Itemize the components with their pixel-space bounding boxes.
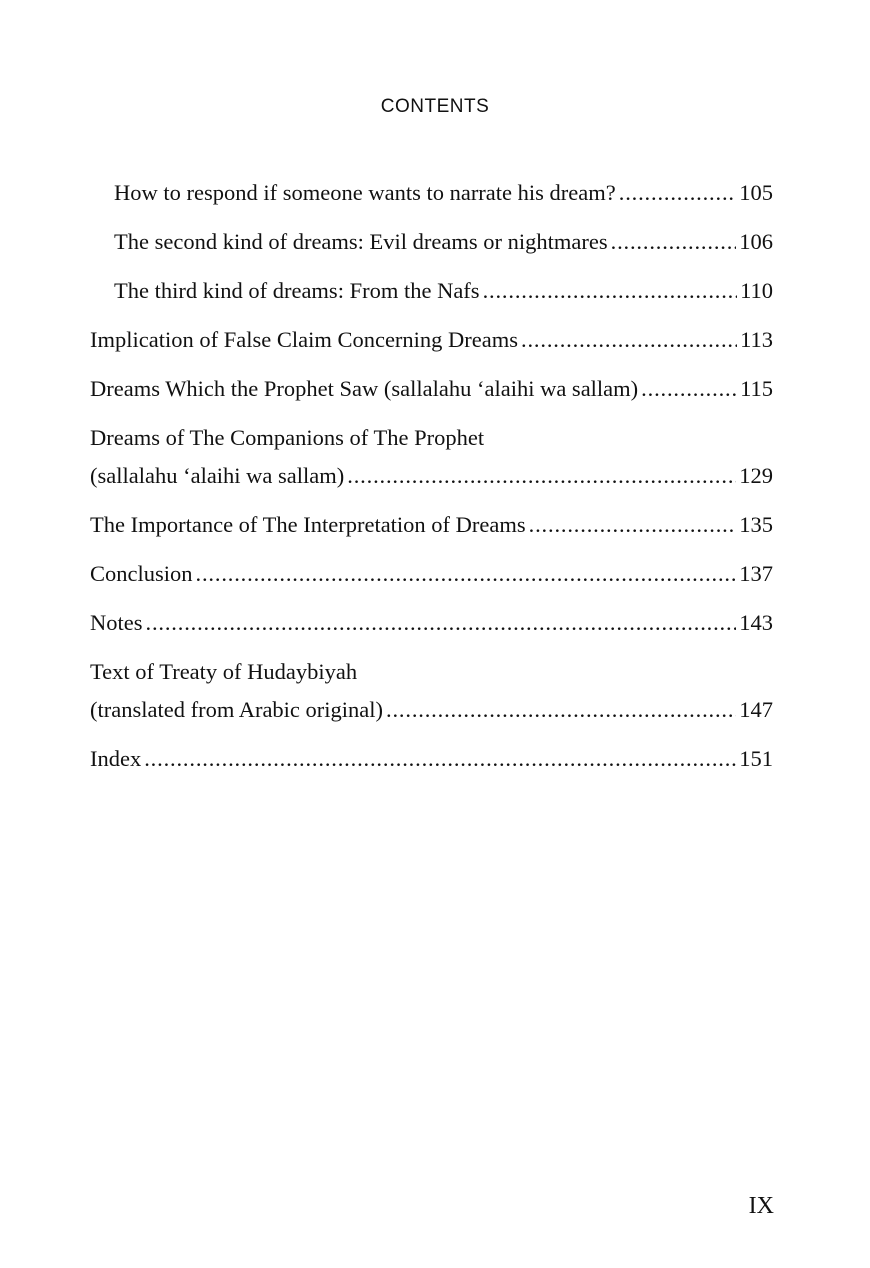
toc-entry-title-continued: (sallalahu ‘alaihi wa sallam) bbox=[90, 463, 345, 488]
dot-leader bbox=[483, 272, 738, 310]
toc-entry-title: The third kind of dreams: From the Nafs bbox=[114, 278, 480, 303]
toc-page-number: 129 bbox=[739, 463, 773, 488]
dot-leader bbox=[347, 457, 736, 495]
toc-entry-title-continued: (translated from Arabic original) bbox=[90, 697, 384, 722]
table-of-contents bbox=[90, 174, 773, 789]
toc-page-number: 115 bbox=[740, 376, 773, 401]
toc-page-number: 137 bbox=[739, 561, 773, 586]
toc-entry bbox=[90, 370, 773, 408]
dot-leader bbox=[144, 740, 736, 778]
dot-leader bbox=[619, 174, 737, 212]
toc-entry-title: Index bbox=[90, 746, 142, 771]
toc-page-number: 110 bbox=[740, 278, 773, 303]
toc-entry-title: How to respond if someone wants to narrate his dream? bbox=[114, 180, 616, 205]
toc-page-number: 147 bbox=[739, 697, 773, 722]
running-head: CONTENTS bbox=[380, 96, 490, 117]
dot-leader bbox=[146, 604, 737, 642]
toc-entry bbox=[90, 272, 773, 310]
toc-page-number: 113 bbox=[740, 327, 773, 352]
toc-entry bbox=[90, 506, 773, 544]
toc-page-number: 135 bbox=[739, 512, 773, 537]
toc-entry bbox=[90, 223, 773, 261]
toc-entry-title: The second kind of dreams: Evil dreams or nightmares bbox=[114, 229, 608, 254]
toc-entry bbox=[90, 604, 773, 642]
dot-leader bbox=[196, 555, 737, 593]
toc-page-number: 105 bbox=[739, 180, 773, 205]
toc-entry bbox=[90, 321, 773, 359]
dot-leader bbox=[641, 370, 737, 408]
page-folio: IX bbox=[748, 1193, 774, 1219]
dot-leader bbox=[521, 321, 737, 359]
toc-entry-title: The Importance of The Interpretation of Dreams bbox=[90, 512, 526, 537]
toc-page-number: 151 bbox=[739, 746, 773, 771]
toc-entry-title: Implication of False Claim Concerning Dreams bbox=[90, 327, 519, 352]
toc-entry-title: Conclusion bbox=[90, 561, 193, 586]
toc-entry-title: Text of Treaty of Hudaybiyah bbox=[90, 659, 358, 684]
toc-entry-title: Notes bbox=[90, 610, 143, 635]
dot-leader bbox=[386, 691, 736, 729]
toc-page-number: 143 bbox=[739, 610, 773, 635]
toc-entry bbox=[90, 653, 773, 729]
toc-entry bbox=[90, 555, 773, 593]
dot-leader bbox=[611, 223, 737, 261]
toc-entry-title: Dreams of The Companions of The Prophet bbox=[90, 425, 485, 450]
toc-entry bbox=[90, 419, 773, 495]
toc-entry bbox=[90, 740, 773, 778]
toc-entry bbox=[90, 174, 773, 212]
toc-entry-title: Dreams Which the Prophet Saw (sallalahu ‘alaihi wa sallam) bbox=[90, 376, 639, 401]
toc-page-number: 106 bbox=[739, 229, 773, 254]
dot-leader bbox=[529, 506, 737, 544]
